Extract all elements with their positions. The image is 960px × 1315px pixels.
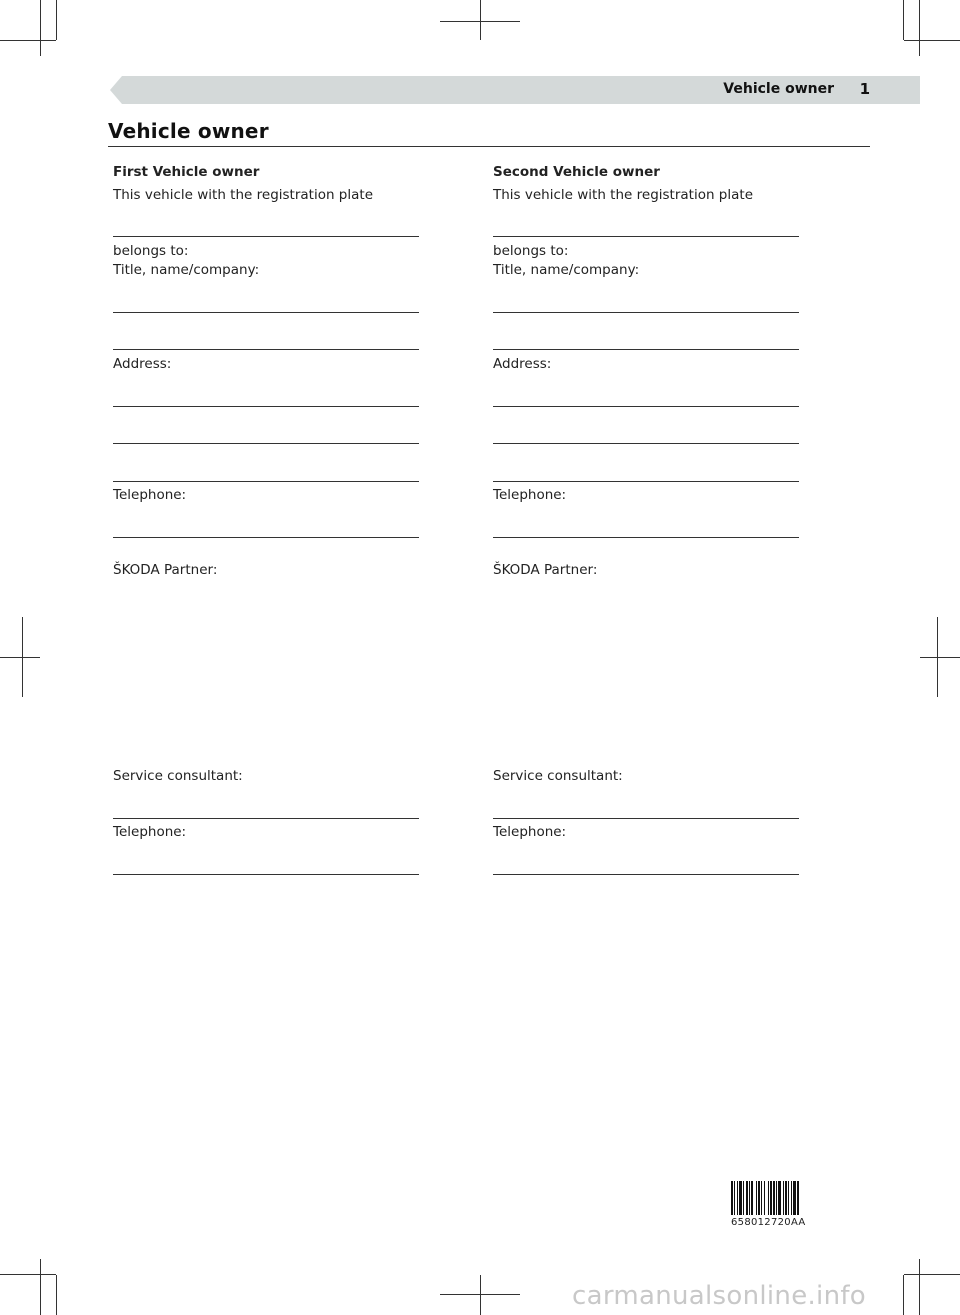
- title-name-company-label: Title, name/company:: [113, 262, 260, 278]
- telephone-label: Telephone:: [113, 824, 187, 840]
- intro-text: This vehicle with the registration plate: [113, 187, 374, 203]
- address-line[interactable]: [113, 406, 419, 407]
- barcode-number: 658012720AA: [731, 1217, 806, 1228]
- belongs-to-label: belongs to:: [113, 243, 189, 259]
- crop-mark: [56, 1275, 57, 1315]
- address-line[interactable]: [113, 443, 419, 444]
- address-line[interactable]: [493, 481, 799, 482]
- skoda-partner-label: ŠKODA Partner:: [493, 562, 598, 578]
- telephone-label: Telephone:: [493, 487, 567, 503]
- address-line[interactable]: [493, 443, 799, 444]
- crop-mark: [904, 40, 960, 41]
- crop-mark: [920, 657, 960, 658]
- service-consultant-line[interactable]: [493, 818, 799, 819]
- page-title: Vehicle owner: [108, 119, 269, 143]
- telephone-label: Telephone:: [113, 487, 187, 503]
- skoda-partner-label: ŠKODA Partner:: [113, 562, 218, 578]
- telephone-label: Telephone:: [493, 824, 567, 840]
- owner-heading: First Vehicle owner: [113, 164, 260, 180]
- crop-mark: [0, 657, 40, 658]
- crop-mark: [904, 1274, 960, 1275]
- crop-mark: [440, 1294, 520, 1295]
- crop-mark: [40, 0, 41, 56]
- telephone-line[interactable]: [113, 537, 419, 538]
- service-consultant-line[interactable]: [113, 818, 419, 819]
- owner-heading: Second Vehicle owner: [493, 164, 660, 180]
- name-line[interactable]: [493, 349, 799, 350]
- page-number: 1: [859, 80, 870, 98]
- belongs-to-label: belongs to:: [493, 243, 569, 259]
- address-label: Address:: [493, 356, 552, 372]
- crop-mark: [903, 1275, 904, 1315]
- telephone-line[interactable]: [113, 874, 419, 875]
- service-consultant-label: Service consultant:: [113, 768, 243, 784]
- title-name-company-label: Title, name/company:: [493, 262, 640, 278]
- address-line[interactable]: [493, 406, 799, 407]
- watermark: carmanualsonline.info: [572, 1281, 867, 1311]
- name-line[interactable]: [113, 349, 419, 350]
- name-line[interactable]: [493, 312, 799, 313]
- barcode: [731, 1181, 846, 1215]
- crop-mark: [480, 0, 481, 40]
- registration-plate-line[interactable]: [113, 236, 419, 237]
- service-consultant-label: Service consultant:: [493, 768, 623, 784]
- title-rule: [108, 146, 870, 147]
- crop-mark: [903, 0, 904, 40]
- address-line[interactable]: [113, 481, 419, 482]
- crop-mark: [0, 1274, 56, 1275]
- crop-mark: [440, 21, 520, 22]
- registration-plate-line[interactable]: [493, 236, 799, 237]
- telephone-line[interactable]: [493, 874, 799, 875]
- crop-mark: [919, 0, 920, 56]
- name-line[interactable]: [113, 312, 419, 313]
- crop-mark: [56, 0, 57, 40]
- crop-mark: [919, 1259, 920, 1315]
- crop-mark: [480, 1275, 481, 1315]
- telephone-line[interactable]: [493, 537, 799, 538]
- intro-text: This vehicle with the registration plate: [493, 187, 754, 203]
- crop-mark: [0, 40, 56, 41]
- crop-mark: [40, 1259, 41, 1315]
- address-label: Address:: [113, 356, 172, 372]
- header-title: Vehicle owner: [723, 81, 834, 97]
